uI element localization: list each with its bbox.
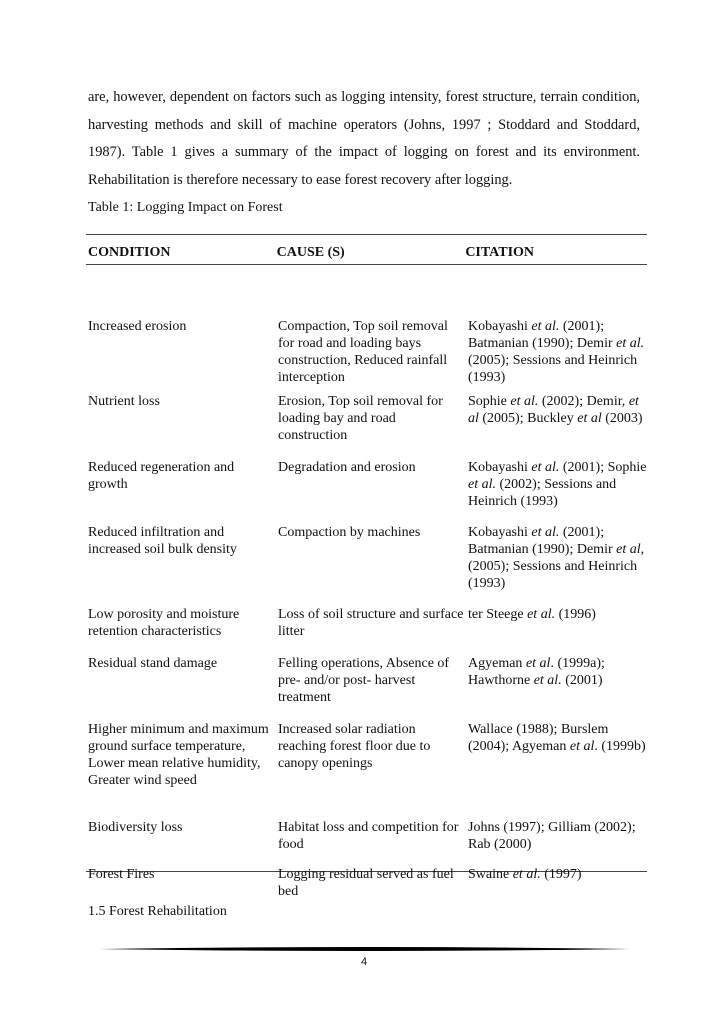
table-row xyxy=(86,459,651,510)
table-row xyxy=(86,866,651,900)
cell-cause: Logging residual served as fuel bed xyxy=(278,867,454,899)
cell-cause: Degradation and erosion xyxy=(278,460,416,475)
cell-citation: Wallace (1988); Burslem (2004); Agyeman et al. (1999b) xyxy=(468,722,646,754)
cell-condition: Forest Fires xyxy=(88,867,155,882)
table-row xyxy=(86,393,651,444)
cell-citation: Kobayashi et al. (2001); Sophie et al. (2002); Sessions and Heinrich (1993) xyxy=(468,460,647,509)
cell-condition: Low porosity and moisture retention characteristics xyxy=(88,607,240,639)
cell-citation: ter Steege et al. (1996) xyxy=(468,607,596,622)
footer-swoosh-line xyxy=(100,946,630,952)
cell-citation: Kobayashi et al. (2001); Batmanian (1990); Demir et al. (2005); Sessions and Heinrich (1993) xyxy=(468,319,645,385)
body-paragraph: are, however, dependent on factors such as logging intensity, forest structure, terrain condition, harvesting methods and skill of machine operators (Johns, 1997 ; Stoddard and Stoddard, 1987). Table 1 gives a summary of the impact of logging on forest and its environment. Rehabilitation is therefore necessary to ease forest recovery after logging. xyxy=(88,89,640,188)
cell-cause: Habitat loss and competition for food xyxy=(278,820,459,852)
table-row xyxy=(86,524,651,592)
cell-cause: Erosion, Top soil removal for loading bay and road construction xyxy=(278,394,443,443)
cell-cause: Compaction, Top soil removal for road and loading bays construction, Reduced rainfall interception xyxy=(278,319,448,385)
table-caption: Table 1: Logging Impact on Forest xyxy=(88,200,283,215)
cell-cause: Loss of soil structure and surface litter xyxy=(278,607,464,639)
cell-cause: Increased solar radiation reaching forest floor due to canopy openings xyxy=(278,722,431,771)
table-row xyxy=(86,721,651,789)
table-row xyxy=(86,655,651,706)
logging-impact-table xyxy=(86,234,647,899)
page-number: 4 xyxy=(360,956,368,968)
cell-cause: Felling operations, Absence of pre- and/or post- harvest treatment xyxy=(278,656,450,705)
cell-citation: Sophie et al. (2002); Demir, et al (2005); Buckley et al (2003) xyxy=(468,394,643,426)
table-row xyxy=(86,318,651,386)
section-heading: 1.5 Forest Rehabilitation xyxy=(88,904,227,919)
cell-condition: Nutrient loss xyxy=(88,394,160,409)
header-cause: CAUSE (S) xyxy=(276,245,345,260)
cell-citation: Kobayashi et al. (2001); Batmanian (1990); Demir et al, (2005); Sessions and Heinrich (1993) xyxy=(468,525,645,591)
header-condition: CONDITION xyxy=(88,245,171,260)
cell-condition: Residual stand damage xyxy=(88,656,218,671)
cell-condition: Biodiversity loss xyxy=(88,820,183,835)
table-row xyxy=(86,606,651,640)
cell-citation: Agyeman et al. (1999a); Hawthorne et al. (2001) xyxy=(468,656,605,688)
cell-condition: Higher minimum and maximum ground surface temperature, Lower mean relative humidity, Greater wind speed xyxy=(88,722,269,788)
cell-citation: Swaine et al. (1997) xyxy=(468,867,582,882)
cell-condition: Increased erosion xyxy=(88,319,187,334)
cell-cause: Compaction by machines xyxy=(278,525,421,540)
table-row xyxy=(86,819,651,853)
cell-condition: Reduced infiltration and increased soil bulk density xyxy=(88,525,237,557)
cell-citation: Johns (1997); Gilliam (2002); Rab (2000) xyxy=(468,820,636,852)
cell-condition: Reduced regeneration and growth xyxy=(88,460,235,492)
table-header-row xyxy=(86,235,647,265)
header-citation: CITATION xyxy=(465,245,535,260)
